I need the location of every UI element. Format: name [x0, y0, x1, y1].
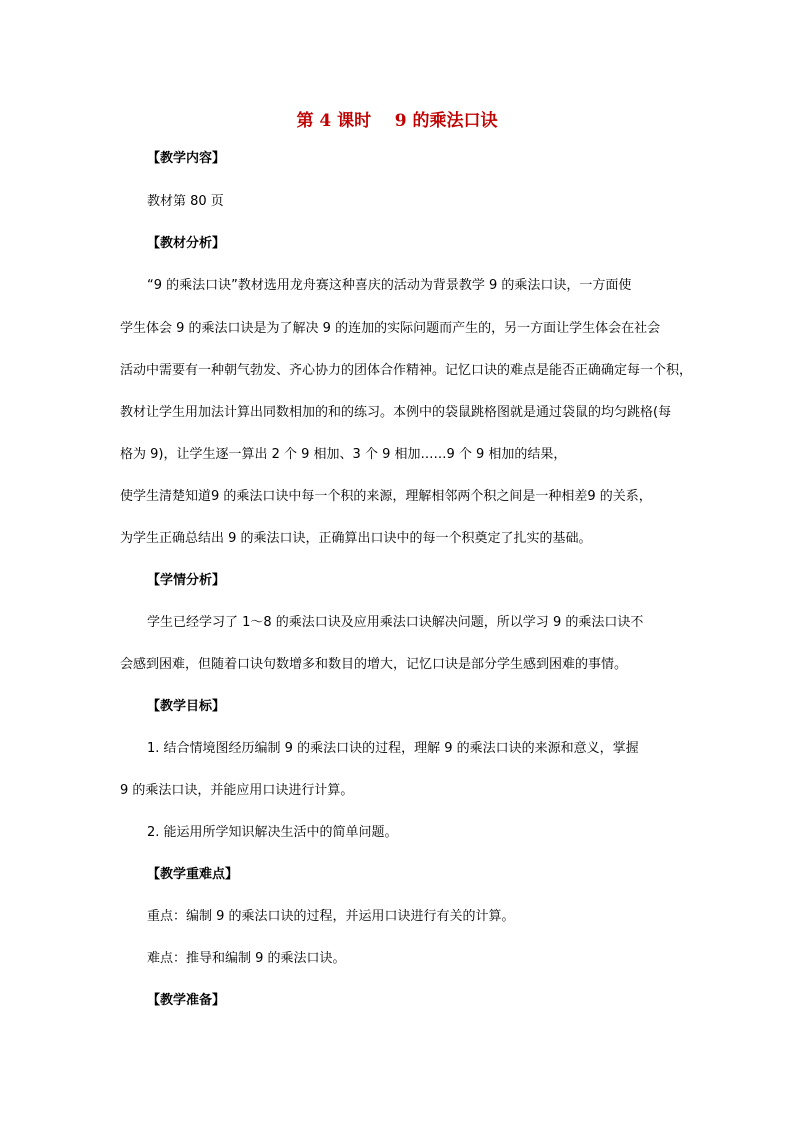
content-text: 教材第 80 页	[147, 194, 224, 209]
analysis-line: 使学生清楚知道9 的乘法口诀中每一个积的来源，理解相邻两个积之间是一种相差9 的关系，	[120, 489, 652, 504]
section-heading-goals: 【教学目标】	[147, 699, 226, 714]
keypoint-line: 重点：编制 9 的乘法口诀的过程，并运用口诀进行有关的计算。	[147, 909, 515, 924]
student-line: 会感到困难，但随着口诀句数增多和数目的增大，记忆口诀是部分学生感到困难的事情。	[120, 657, 628, 672]
student-line: 学生已经学习了 1～8 的乘法口诀及应用乘法口诀解决问题，所以学习 9 的乘法口诀不	[147, 615, 644, 630]
analysis-line: “9 的乘法口诀”教材选用龙舟赛这种喜庆的活动为背景教学 9 的乘法口诀，一方面使	[147, 278, 632, 293]
section-heading-analysis: 【教材分析】	[147, 236, 226, 251]
analysis-line: 为学生正确总结出 9 的乘法口诀，正确算出口诀中的每一个积奠定了扎实的基础。	[120, 531, 592, 546]
keypoint-line: 难点：推导和编制 9 的乘法口诀。	[147, 951, 346, 966]
section-heading-keypoints: 【教学重难点】	[147, 867, 239, 882]
analysis-line: 格为 9)，让学生逐一算出 2 个 9 相加、3 个 9 相加……9 个 9 相加的结果，	[120, 447, 567, 462]
section-heading-prep: 【教学准备】	[147, 993, 226, 1008]
analysis-line: 教材让学生用加法计算出同数相加的和的练习。本例中的袋鼠跳格图就是通过袋鼠的均匀跳格(每	[120, 405, 672, 420]
goal-line: 9 的乘法口诀，并能应用口诀进行计算。	[120, 783, 354, 798]
analysis-line: 活动中需要有一种朝气勃发、齐心协力的团体合作精神。记忆口诀的难点是能否正确确定每一个积，	[120, 363, 693, 378]
section-heading-student: 【学情分析】	[147, 573, 226, 588]
goal-line: 2. 能运用所学知识解决生活中的简单问题。	[147, 825, 398, 840]
analysis-line: 学生体会 9 的乘法口诀是为了解决 9 的连加的实际问题而产生的，另一方面让学生体会在社会	[120, 321, 661, 336]
goal-line: 1. 结合情境图经历编制 9 的乘法口诀的过程，理解 9 的乘法口诀的来源和意义，掌握	[147, 741, 639, 756]
page-title: 第 4 课时 9 的乘法口诀	[296, 111, 498, 131]
section-heading-content: 【教学内容】	[147, 151, 226, 166]
